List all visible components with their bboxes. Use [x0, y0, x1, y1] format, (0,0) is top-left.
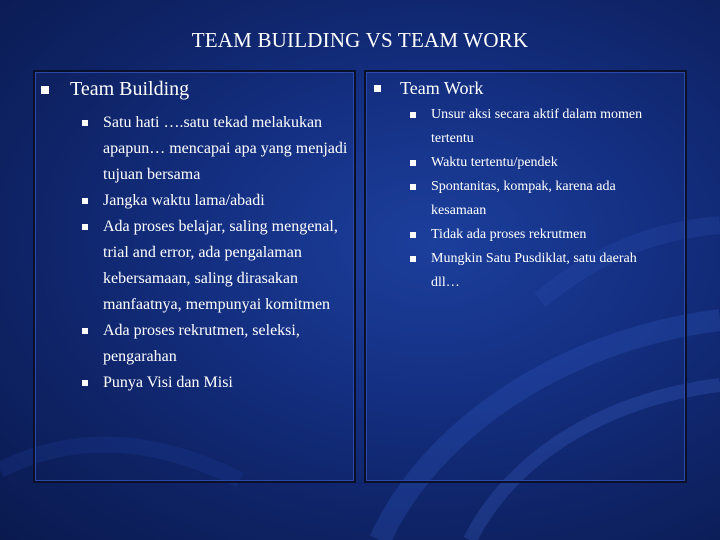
square-bullet-icon	[410, 184, 416, 190]
square-bullet-icon	[410, 256, 416, 262]
square-bullet-icon	[82, 380, 88, 386]
list-item-text: Waktu tertentu/pendek	[431, 155, 558, 170]
square-bullet-icon	[374, 85, 381, 92]
slide-title: TEAM BUILDING VS TEAM WORK	[191, 28, 529, 52]
list-item-text: Jangka waktu lama/abadi	[103, 192, 265, 209]
square-bullet-icon	[82, 198, 88, 204]
square-bullet-icon	[410, 232, 416, 238]
square-bullet-icon	[82, 328, 88, 334]
list-item	[431, 223, 663, 247]
list-item-text: Ada proses belajar, saling mengenal, trial and error, ada pengalaman kebersamaan, saling dirasakan manfaatnya, mempunyai komitmen	[103, 218, 338, 313]
list-item-text: Spontanitas, kompak, karena ada kesamaan	[431, 179, 616, 218]
left-heading-label: Team Building	[70, 78, 190, 100]
list-item	[103, 370, 348, 396]
square-bullet-icon	[82, 120, 88, 126]
list-item-text: Satu hati ….satu tekad melakukan apapun… mencapai apa yang menjadi tujuan bersama	[103, 114, 348, 183]
square-bullet-icon	[82, 224, 88, 230]
list-item-text: Tidak ada proses rekrutmen	[431, 227, 587, 242]
list-item	[431, 247, 663, 295]
list-item-text: Unsur aksi secara aktif dalam momen tertentu	[431, 107, 643, 146]
square-bullet-icon	[410, 160, 416, 166]
list-item	[103, 110, 348, 188]
list-item-text: Ada proses rekrutmen, seleksi, pengarahan	[103, 322, 300, 365]
list-item	[103, 214, 348, 318]
list-item	[103, 188, 348, 214]
right-heading-label: Team Work	[400, 78, 484, 98]
left-item-list	[103, 110, 348, 396]
list-item-text: Mungkin Satu Pusdiklat, satu daerah dll…	[431, 251, 637, 290]
square-bullet-icon	[410, 112, 416, 118]
square-bullet-icon	[41, 86, 49, 94]
list-item	[431, 175, 663, 223]
right-item-list	[431, 103, 663, 295]
left-heading	[70, 78, 189, 101]
list-item	[431, 103, 663, 151]
list-item	[103, 318, 348, 370]
list-item	[431, 151, 663, 175]
right-heading	[400, 78, 483, 99]
list-item-text: Punya Visi dan Misi	[103, 374, 233, 391]
